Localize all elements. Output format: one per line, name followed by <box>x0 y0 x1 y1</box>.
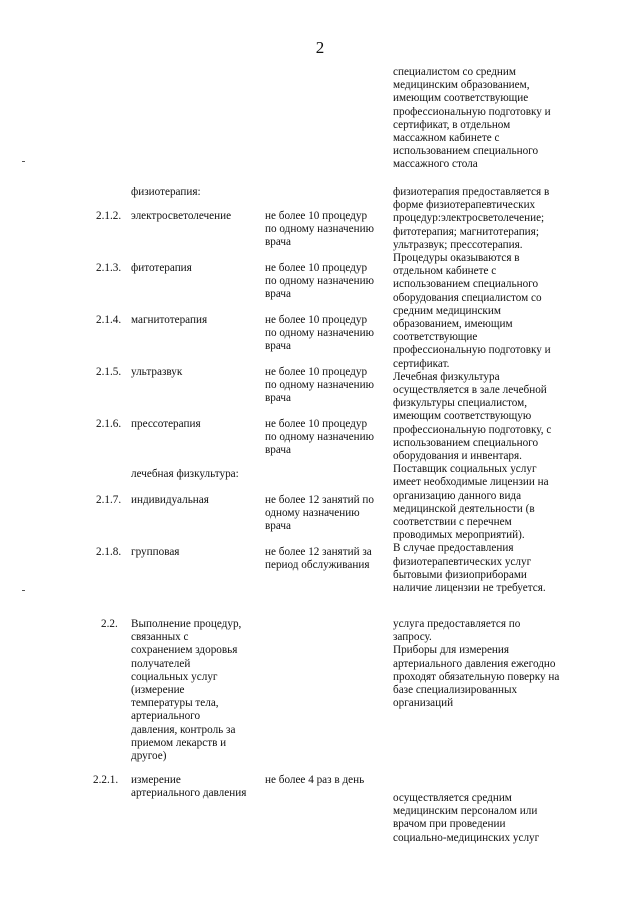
row-number: 2.1.8. <box>96 546 122 558</box>
text-line: не более 10 процедур <box>265 314 368 326</box>
text-line: массажного стола <box>393 158 478 171</box>
row-number: 2.1.3. <box>96 262 122 274</box>
text-line: не более 12 занятий за <box>265 546 372 558</box>
row-limit <box>265 774 364 787</box>
row-name <box>131 314 207 327</box>
text-line: ультразвук <box>131 366 183 378</box>
text-line: профессиональную подготовку, с <box>393 423 552 436</box>
text-line: Приборы для измерения <box>393 644 510 657</box>
right-col-procedures <box>393 618 559 710</box>
text-line: врача <box>265 236 291 249</box>
row-number: 2.1.5. <box>96 366 122 378</box>
row-name <box>131 366 182 379</box>
text-line: физиотерапия: <box>131 186 201 198</box>
text-line: осуществляется в зале лечебной <box>393 384 547 397</box>
row-name <box>131 774 246 800</box>
text-line: врача <box>265 340 291 353</box>
text-line: Выполнение процедур, <box>131 618 242 630</box>
text-line: прессотерапия <box>131 418 201 430</box>
row-name <box>131 494 209 507</box>
text-line: фитотерапия <box>131 262 192 274</box>
text-line: сертификат, в отдельном <box>393 118 511 131</box>
text-line: по одному назначению <box>265 327 374 340</box>
margin-mark <box>22 590 25 591</box>
text-line: не более 10 процедур <box>265 418 368 430</box>
row-name <box>131 468 239 481</box>
text-line: образованием, имеющим <box>393 318 513 331</box>
text-line: социальных услуг <box>131 670 218 683</box>
text-line: проводимых мероприятий). <box>393 529 525 542</box>
text-line: врачом при проведении <box>393 818 506 831</box>
text-line: по одному назначению <box>265 223 374 236</box>
text-line: профессиональную подготовку и <box>393 344 551 357</box>
text-line: физиотерапия предоставляется в <box>393 186 550 198</box>
right-col-massage <box>393 66 551 172</box>
text-line: магнитотерапия <box>131 314 208 326</box>
text-line: по одному назначению <box>265 275 374 288</box>
text-line: отдельном кабинете с <box>393 265 497 278</box>
row-limit <box>265 262 374 302</box>
text-line: электросветолечение <box>131 210 232 222</box>
text-line: врача <box>265 288 291 301</box>
text-line: соответствующие <box>393 331 478 344</box>
text-line: физкультуры специалистом, <box>393 397 528 410</box>
text-line: В случае предоставления <box>393 542 514 555</box>
text-line: измерение <box>131 774 181 786</box>
text-line: процедур:электросветолечение; <box>393 212 545 225</box>
text-line: (измерение <box>131 684 185 697</box>
text-line: использованием специального <box>393 145 539 158</box>
page-number: 2 <box>315 38 325 57</box>
text-line: сохранением здоровья <box>131 644 238 657</box>
text-line: врача <box>265 392 291 405</box>
text-line: артериального давления ежегодно <box>393 657 556 670</box>
text-line: одному назначению <box>265 507 360 520</box>
text-line: имеющим соответствующую <box>393 410 532 423</box>
text-line: Процедуры оказываются в <box>393 252 520 265</box>
text-line: не более 12 занятий по <box>265 494 374 506</box>
text-line: наличие лицензии не требуется. <box>393 582 546 595</box>
text-line: соответствии с перечнем <box>393 516 512 529</box>
row-name <box>131 418 201 431</box>
row-limit <box>265 494 374 534</box>
margin-mark <box>22 161 25 162</box>
right-col-pressure <box>393 792 539 845</box>
row-number: 2.1.4. <box>96 314 122 326</box>
text-line: не более 10 процедур <box>265 366 368 378</box>
row-limit <box>265 210 374 250</box>
text-line: ультразвук; прессотерапия. <box>393 238 523 251</box>
text-line: давления, контроль за <box>131 723 236 736</box>
text-line: сертификат. <box>393 357 450 370</box>
text-line: фитотерапия; магнитотерапия; <box>393 225 539 238</box>
text-line: медицинским образованием, <box>393 79 530 92</box>
text-line: использованием специального <box>393 278 539 291</box>
text-line: медицинской деятельности (в <box>393 502 535 515</box>
text-line: по одному назначению <box>265 431 374 444</box>
text-line: специалистом со средним <box>393 66 516 78</box>
row-number: 2.1.7. <box>96 494 122 506</box>
row-number: 2.1.6. <box>96 418 122 430</box>
text-line: бытовыми физиоприборами <box>393 568 527 581</box>
row-name <box>131 186 201 199</box>
text-line: приемом лекарств и <box>131 736 227 749</box>
text-line: услуга предоставляется по <box>393 618 521 630</box>
text-line: индивидуальная <box>131 494 209 506</box>
text-line: артериального <box>131 710 201 723</box>
text-line: форме физиотерапевтических <box>393 199 536 212</box>
right-col-physio <box>393 186 551 595</box>
text-line: оборудования и инвентаря. <box>393 450 522 463</box>
text-line: медицинским персоналом или <box>393 805 538 818</box>
text-line: базе специализированных <box>393 684 518 697</box>
row-name <box>131 618 241 763</box>
text-line: другое) <box>131 750 167 763</box>
text-line: профессиональную подготовку и <box>393 105 551 118</box>
row-limit <box>265 418 374 458</box>
text-line: Поставщик социальных услуг <box>393 463 537 476</box>
text-line: Лечебная физкультура <box>393 370 500 383</box>
text-line: не более 4 раз в день <box>265 774 365 786</box>
text-line: массажном кабинете с <box>393 132 500 145</box>
text-line: физиотерапевтических услуг <box>393 555 532 568</box>
text-line: период обслуживания <box>265 559 370 572</box>
row-limit <box>265 546 372 572</box>
text-line: артериального давления <box>131 787 247 800</box>
text-line: средним медицинским <box>393 304 501 317</box>
row-limit <box>265 314 374 354</box>
text-line: по одному назначению <box>265 379 374 392</box>
text-line: не более 10 процедур <box>265 262 368 274</box>
row-name <box>131 262 192 275</box>
text-line: лечебная физкультура: <box>131 468 239 480</box>
text-line: имеющим соответствующие <box>393 92 529 105</box>
text-line: не более 10 процедур <box>265 210 368 222</box>
text-line: врача <box>265 520 291 533</box>
text-line: использованием специального <box>393 436 539 449</box>
row-number: 2.2. <box>101 618 118 630</box>
text-line: имеет необходимые лицензии на <box>393 476 549 489</box>
row-number: 2.2.1. <box>93 774 119 786</box>
row-name <box>131 210 231 223</box>
row-number: 2.1.2. <box>96 210 122 222</box>
text-line: осуществляется средним <box>393 792 512 804</box>
text-line: проходят обязательную поверку на <box>393 670 560 683</box>
text-line: запросу. <box>393 631 432 644</box>
text-line: получателей <box>131 657 191 670</box>
text-line: оборудования специалистом со <box>393 291 542 304</box>
row-name <box>131 546 179 559</box>
text-line: организаций <box>393 697 454 710</box>
text-line: организацию данного вида <box>393 489 522 502</box>
text-line: групповая <box>131 546 180 558</box>
text-line: температуры тела, <box>131 697 219 710</box>
row-limit <box>265 366 374 406</box>
text-line: врача <box>265 444 291 457</box>
text-line: связанных с <box>131 631 189 644</box>
text-line: социально-медицинских услуг <box>393 831 540 844</box>
